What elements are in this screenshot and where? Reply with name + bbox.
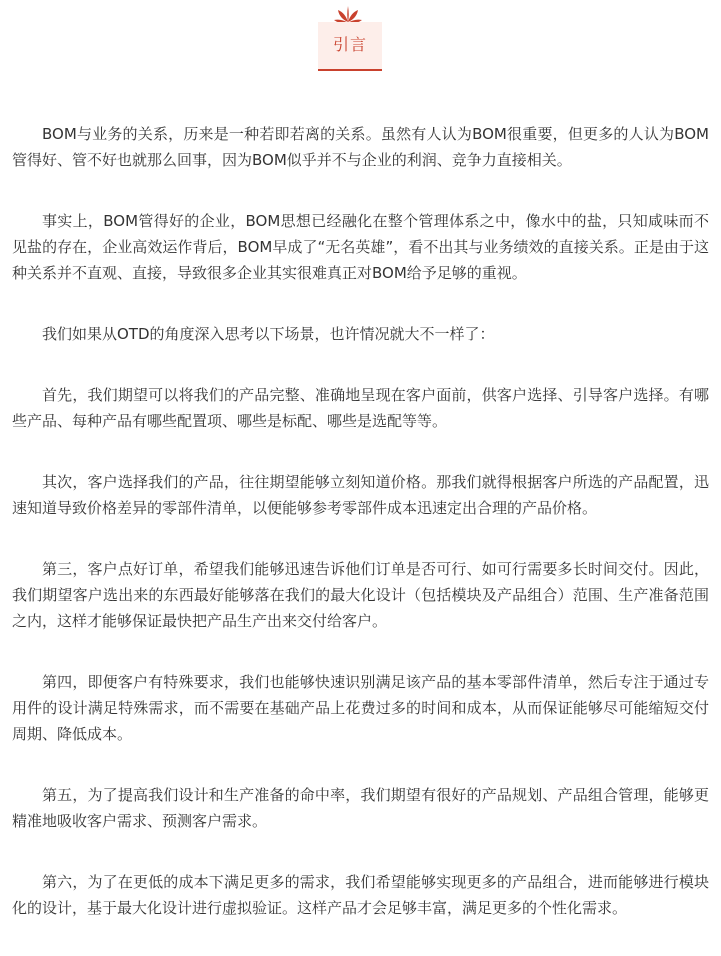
paragraph-7: 第四，即便客户有特殊要求，我们也能够快速识别满足该产品的基本零部件清单，然后专注于通过专用件的设计满足特殊需求，而不需要在基础产品上花费过多的时间和成本，从而保证能够尽可能缩短交付周期、降低成本。 — [12, 673, 709, 743]
paragraph-6: 第三，客户点好订单，希望我们能够迅速告诉他们订单是否可行、如可行需要多长时间交付。因此，我们期望客户选出来的东西最好能够落在我们的最大化设计（包括模块及产品组合）范围、生产准备范围之内，这样才能够保证最快把产品生产出来交付给客户。 — [12, 560, 709, 630]
title-box — [318, 22, 382, 71]
section-title: 引言 — [332, 35, 367, 54]
paragraph-2: 事实上，BOM管得好的企业，BOM思想已经融化在整个管理体系之中，像水中的盐，只知咸味而不见盐的存在，企业高效运作背后，BOM早成了“无名英雄”，看不出其与业务绩效的直接关系。正是由于这种关系并不直观、直接，导致很多企业其实很难真正对BOM给予足够的重视。 — [12, 212, 709, 282]
paragraph-8: 第五，为了提高我们设计和生产准备的命中率，我们期望有很好的产品规划、产品组合管理，能够更精准地吸收客户需求、预测客户需求。 — [12, 786, 709, 830]
article-body — [12, 121, 709, 956]
paragraph-3: 我们如果从OTD的角度深入思考以下场景，也许情况就大不一样了： — [42, 325, 495, 343]
paragraph-4: 首先，我们期望可以将我们的产品完整、准确地呈现在客户面前，供客户选择、引导客户选择。有哪些产品、每种产品有哪些配置项、哪些是标配、哪些是选配等等。 — [12, 386, 709, 430]
paragraph-9: 第六，为了在更低的成本下满足更多的需求，我们希望能够实现更多的产品组合，进而能够进行模块化的设计，基于最大化设计进行虚拟验证。这样产品才会足够丰富，满足更多的个性化需求。 — [12, 873, 709, 917]
paragraph-1: BOM与业务的关系，历来是一种若即若离的关系。虽然有人认为BOM很重要，但更多的人认为BOM管得好、管不好也就那么回事，因为BOM似乎并不与企业的利润、竞争力直接相关。 — [12, 125, 709, 169]
paragraph-5: 其次，客户选择我们的产品，往往期望能够立刻知道价格。那我们就得根据客户所选的产品配置，迅速知道导致价格差异的零部件清单，以便能够参考零部件成本迅速定出合理的产品价格。 — [12, 473, 709, 517]
section-header — [0, 0, 721, 80]
